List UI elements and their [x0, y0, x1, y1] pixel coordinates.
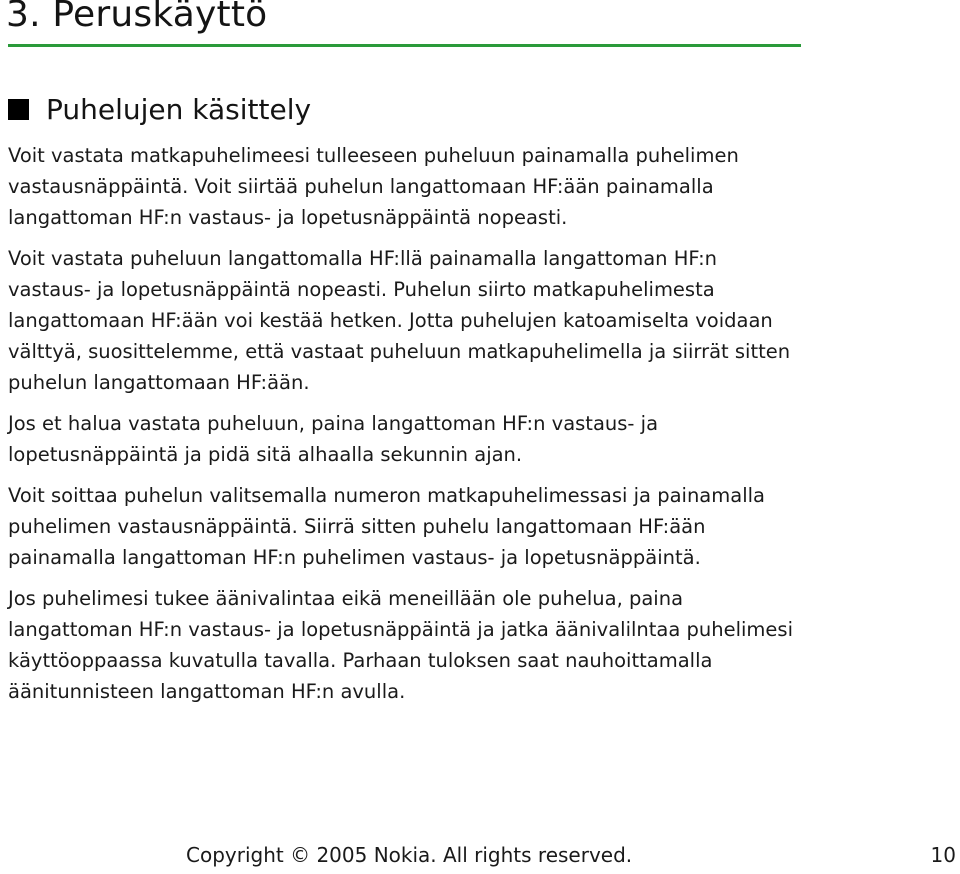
- section-heading: [8, 93, 311, 126]
- text-line: vastaus- ja lopetusnäppäintä nopeasti. Puhelun siirto matkapuhelimesta: [8, 278, 715, 301]
- body-text: [8, 140, 808, 717]
- text-line: puhelimen vastausnäppäintä. Siirrä sitten puhelu langattomaan HF:ään: [8, 515, 706, 538]
- section-title: Puhelujen käsittely: [46, 93, 312, 126]
- text-line: Jos puhelimesi tukee äänivalintaa eikä meneillään ole puhelua, paina: [8, 587, 684, 610]
- text-line: langattoman HF:n vastaus- ja lopetusnäppäintä ja jatka äänivalilntaa puhelimesi: [8, 618, 793, 641]
- text-line: Voit vastata puheluun langattomalla HF:llä painamalla langattoman HF:n: [8, 247, 718, 270]
- text-line: vastausnäppäintä. Voit siirtää puhelun langattomaan HF:ään painamalla: [8, 175, 714, 198]
- paragraph: [8, 583, 808, 707]
- text-line: Voit soittaa puhelun valitsemalla numeron matkapuhelimessasi ja painamalla: [8, 484, 765, 507]
- text-line: Jos et halua vastata puheluun, paina langattoman HF:n vastaus- ja: [8, 412, 659, 435]
- footer-copyright: Copyright © 2005 Nokia. All rights reserved.: [186, 843, 633, 867]
- chapter-title: 3. Peruskäyttö: [6, 0, 268, 35]
- paragraph: [8, 408, 808, 470]
- text-line: lopetusnäppäintä ja pidä sitä alhaalla sekunnin ajan.: [8, 443, 523, 466]
- page-number: 10: [930, 843, 956, 867]
- text-line: käyttöoppaassa kuvatulla tavalla. Parhaan tuloksen saat nauhoittamalla: [8, 649, 713, 672]
- square-bullet-icon: [8, 99, 29, 120]
- text-line: painamalla langattoman HF:n puhelimen vastaus- ja lopetusnäppäintä.: [8, 546, 701, 569]
- paragraph: [8, 140, 808, 233]
- chapter-divider: [8, 44, 801, 47]
- text-line: langattoman HF:n vastaus- ja lopetusnäppäintä nopeasti.: [8, 206, 568, 229]
- text-line: välttyä, suosittelemme, että vastaat puheluun matkapuhelimella ja siirrät sitten: [8, 340, 791, 363]
- text-line: puhelun langattomaan HF:ään.: [8, 371, 310, 394]
- text-line: äänitunnisteen langattoman HF:n avulla.: [8, 680, 406, 703]
- paragraph: [8, 243, 808, 398]
- text-line: Voit vastata matkapuhelimeesi tulleeseen puheluun painamalla puhelimen: [8, 144, 739, 167]
- paragraph: [8, 480, 808, 573]
- text-line: langattomaan HF:ään voi kestää hetken. Jotta puhelujen katoamiselta voidaan: [8, 309, 773, 332]
